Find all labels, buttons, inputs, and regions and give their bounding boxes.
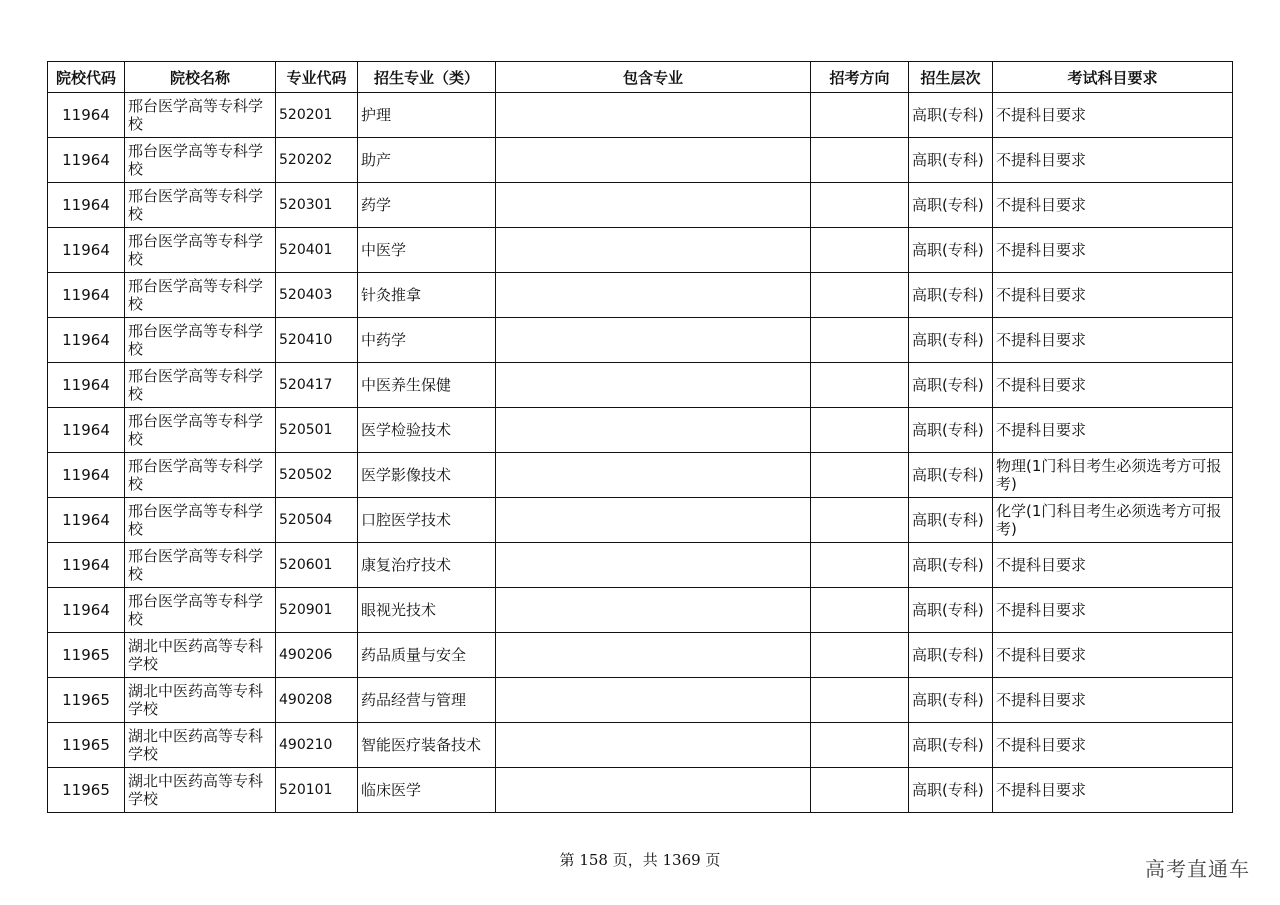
- cell-major: 药品质量与安全: [358, 633, 496, 678]
- cell-level: 高职(专科): [909, 273, 993, 318]
- cell-school-name: 邢台医学高等专科学校: [125, 138, 276, 183]
- cell-level: 高职(专科): [909, 93, 993, 138]
- table-row: [48, 228, 1233, 273]
- cell-direction: [811, 273, 909, 318]
- cell-major-code: 520504: [276, 498, 358, 543]
- cell-requirement: 不提科目要求: [993, 768, 1233, 813]
- cell-direction: [811, 228, 909, 273]
- cell-direction: [811, 138, 909, 183]
- watermark-text: 高考直通车: [1145, 857, 1250, 881]
- cell-school-code: 11964: [48, 228, 125, 273]
- cell-school-name: 邢台医学高等专科学校: [125, 228, 276, 273]
- cell-major-code: 520601: [276, 543, 358, 588]
- cell-school-name: 邢台医学高等专科学校: [125, 408, 276, 453]
- cell-school-name: 邢台医学高等专科学校: [125, 453, 276, 498]
- cell-included-majors: [496, 498, 811, 543]
- cell-direction: [811, 678, 909, 723]
- page-number: 第 158 页，共 1369 页: [559, 851, 721, 869]
- cell-major-code: 520502: [276, 453, 358, 498]
- cell-direction: [811, 768, 909, 813]
- cell-major-code: 520901: [276, 588, 358, 633]
- cell-level: 高职(专科): [909, 408, 993, 453]
- cell-school-code: 11964: [48, 183, 125, 228]
- table-row: [48, 408, 1233, 453]
- cell-school-name: 湖北中医药高等专科学校: [125, 768, 276, 813]
- header-level: 招生层次: [909, 62, 993, 93]
- cell-level: 高职(专科): [909, 363, 993, 408]
- cell-direction: [811, 408, 909, 453]
- cell-major-code: 520501: [276, 408, 358, 453]
- cell-major: 药学: [358, 183, 496, 228]
- cell-requirement: 不提科目要求: [993, 183, 1233, 228]
- cell-major: 中医学: [358, 228, 496, 273]
- table-row: [48, 183, 1233, 228]
- cell-school-code: 11964: [48, 318, 125, 363]
- cell-included-majors: [496, 678, 811, 723]
- cell-direction: [811, 588, 909, 633]
- cell-requirement: 不提科目要求: [993, 93, 1233, 138]
- cell-included-majors: [496, 588, 811, 633]
- cell-direction: [811, 453, 909, 498]
- cell-major-code: 520201: [276, 93, 358, 138]
- cell-school-name: 邢台医学高等专科学校: [125, 93, 276, 138]
- header-school-name: 院校名称: [125, 62, 276, 93]
- cell-major-code: 520410: [276, 318, 358, 363]
- cell-included-majors: [496, 138, 811, 183]
- cell-school-name: 邢台医学高等专科学校: [125, 273, 276, 318]
- cell-major-code: 520301: [276, 183, 358, 228]
- cell-school-name: 邢台医学高等专科学校: [125, 498, 276, 543]
- cell-level: 高职(专科): [909, 228, 993, 273]
- cell-requirement: 化学(1门科目考生必须选考方可报考): [993, 498, 1233, 543]
- cell-major-code: 490206: [276, 633, 358, 678]
- header-requirement: 考试科目要求: [993, 62, 1233, 93]
- cell-school-name: 邢台医学高等专科学校: [125, 543, 276, 588]
- cell-school-name: 邢台医学高等专科学校: [125, 588, 276, 633]
- cell-major-code: 520403: [276, 273, 358, 318]
- cell-included-majors: [496, 633, 811, 678]
- cell-included-majors: [496, 318, 811, 363]
- cell-requirement: 不提科目要求: [993, 228, 1233, 273]
- cell-included-majors: [496, 408, 811, 453]
- cell-school-code: 11964: [48, 498, 125, 543]
- cell-direction: [811, 498, 909, 543]
- cell-major-code: 490210: [276, 723, 358, 768]
- cell-direction: [811, 543, 909, 588]
- cell-included-majors: [496, 363, 811, 408]
- cell-major-code: 520101: [276, 768, 358, 813]
- cell-included-majors: [496, 768, 811, 813]
- header-school-code: 院校代码: [48, 62, 125, 93]
- cell-requirement: 不提科目要求: [993, 723, 1233, 768]
- cell-level: 高职(专科): [909, 768, 993, 813]
- table-row: [48, 588, 1233, 633]
- cell-level: 高职(专科): [909, 138, 993, 183]
- cell-school-code: 11964: [48, 93, 125, 138]
- cell-level: 高职(专科): [909, 498, 993, 543]
- cell-requirement: 不提科目要求: [993, 363, 1233, 408]
- cell-requirement: 物理(1门科目考生必须选考方可报考): [993, 453, 1233, 498]
- cell-major: 护理: [358, 93, 496, 138]
- table-row: [48, 138, 1233, 183]
- cell-major: 针灸推拿: [358, 273, 496, 318]
- cell-school-code: 11964: [48, 408, 125, 453]
- table-row: [48, 723, 1233, 768]
- cell-level: 高职(专科): [909, 633, 993, 678]
- cell-included-majors: [496, 273, 811, 318]
- cell-direction: [811, 318, 909, 363]
- cell-level: 高职(专科): [909, 678, 993, 723]
- header-major-code: 专业代码: [276, 62, 358, 93]
- cell-included-majors: [496, 723, 811, 768]
- cell-level: 高职(专科): [909, 543, 993, 588]
- cell-requirement: 不提科目要求: [993, 273, 1233, 318]
- cell-major: 助产: [358, 138, 496, 183]
- cell-requirement: 不提科目要求: [993, 318, 1233, 363]
- cell-level: 高职(专科): [909, 588, 993, 633]
- cell-level: 高职(专科): [909, 183, 993, 228]
- cell-major-code: 520202: [276, 138, 358, 183]
- cell-major-code: 490208: [276, 678, 358, 723]
- cell-school-name: 邢台医学高等专科学校: [125, 318, 276, 363]
- cell-direction: [811, 183, 909, 228]
- header-direction: 招考方向: [811, 62, 909, 93]
- cell-direction: [811, 633, 909, 678]
- cell-requirement: 不提科目要求: [993, 588, 1233, 633]
- cell-school-name: 邢台医学高等专科学校: [125, 363, 276, 408]
- table-row: [48, 93, 1233, 138]
- table-row: [48, 498, 1233, 543]
- cell-requirement: 不提科目要求: [993, 138, 1233, 183]
- cell-level: 高职(专科): [909, 318, 993, 363]
- table-row: [48, 363, 1233, 408]
- cell-school-code: 11965: [48, 678, 125, 723]
- cell-school-code: 11964: [48, 543, 125, 588]
- cell-level: 高职(专科): [909, 723, 993, 768]
- cell-school-name: 湖北中医药高等专科学校: [125, 633, 276, 678]
- cell-major: 药品经营与管理: [358, 678, 496, 723]
- cell-included-majors: [496, 93, 811, 138]
- cell-school-code: 11965: [48, 768, 125, 813]
- cell-direction: [811, 93, 909, 138]
- table-row: [48, 678, 1233, 723]
- table-row: [48, 768, 1233, 813]
- cell-school-code: 11964: [48, 588, 125, 633]
- cell-requirement: 不提科目要求: [993, 633, 1233, 678]
- table-row: [48, 273, 1233, 318]
- cell-included-majors: [496, 453, 811, 498]
- cell-school-code: 11964: [48, 363, 125, 408]
- cell-level: 高职(专科): [909, 453, 993, 498]
- cell-major: 医学检验技术: [358, 408, 496, 453]
- cell-major: 中药学: [358, 318, 496, 363]
- cell-school-code: 11964: [48, 273, 125, 318]
- cell-major-code: 520417: [276, 363, 358, 408]
- cell-major: 口腔医学技术: [358, 498, 496, 543]
- cell-major: 智能医疗装备技术: [358, 723, 496, 768]
- cell-requirement: 不提科目要求: [993, 408, 1233, 453]
- cell-requirement: 不提科目要求: [993, 678, 1233, 723]
- cell-school-code: 11965: [48, 633, 125, 678]
- cell-school-name: 湖北中医药高等专科学校: [125, 723, 276, 768]
- cell-major: 康复治疗技术: [358, 543, 496, 588]
- header-included-majors: 包含专业: [496, 62, 811, 93]
- cell-school-code: 11965: [48, 723, 125, 768]
- cell-major-code: 520401: [276, 228, 358, 273]
- admissions-table: [47, 61, 1233, 813]
- cell-major: 医学影像技术: [358, 453, 496, 498]
- cell-major: 眼视光技术: [358, 588, 496, 633]
- cell-major: 临床医学: [358, 768, 496, 813]
- table-row: [48, 633, 1233, 678]
- cell-school-name: 湖北中医药高等专科学校: [125, 678, 276, 723]
- cell-school-code: 11964: [48, 453, 125, 498]
- cell-direction: [811, 723, 909, 768]
- cell-school-code: 11964: [48, 138, 125, 183]
- cell-major: 中医养生保健: [358, 363, 496, 408]
- cell-included-majors: [496, 228, 811, 273]
- table-row: [48, 543, 1233, 588]
- header-major: 招生专业（类）: [358, 62, 496, 93]
- cell-direction: [811, 363, 909, 408]
- table-row: [48, 453, 1233, 498]
- table-header-row: [48, 62, 1233, 93]
- cell-requirement: 不提科目要求: [993, 543, 1233, 588]
- cell-included-majors: [496, 183, 811, 228]
- cell-school-name: 邢台医学高等专科学校: [125, 183, 276, 228]
- table-row: [48, 318, 1233, 363]
- cell-included-majors: [496, 543, 811, 588]
